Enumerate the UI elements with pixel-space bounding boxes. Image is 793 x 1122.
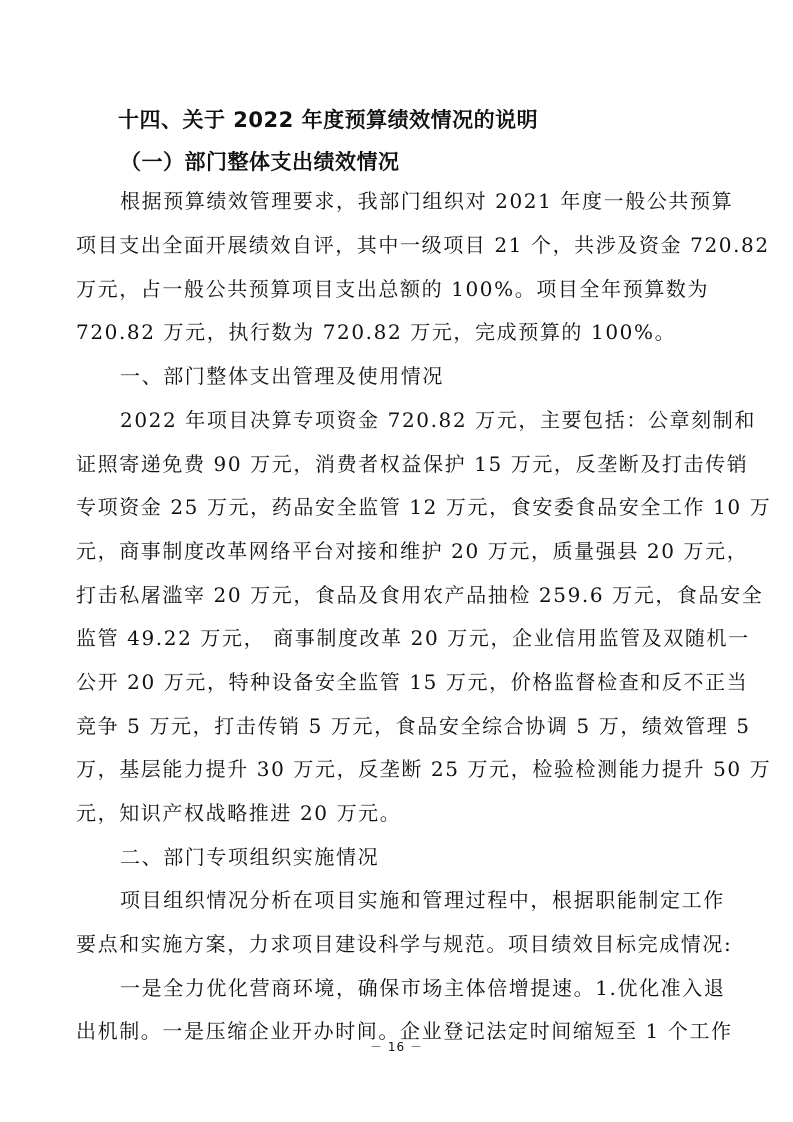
paragraph-line: 元，商事制度改革网络平台对接和维护 20 万元，质量强县 20 万元， xyxy=(76,539,749,563)
paragraph-line: 项目支出全面开展绩效自评，其中一级项目 21 个，共涉及资金 720.82 xyxy=(76,233,770,257)
paragraph-line: 一是全力优化营商环境，确保市场主体倍增提速。1.优化准入退 xyxy=(120,976,726,1000)
paragraph-line: 公开 20 万元，特种设备安全监管 15 万元，价格监督检查和反不正当 xyxy=(76,670,749,694)
paragraph-line: 要点和实施方案，力求项目建设科学与规范。项目绩效目标完成情况: xyxy=(76,932,733,956)
paragraph-line: 720.82 万元，执行数为 720.82 万元，完成预算的 100%。 xyxy=(76,320,677,344)
paragraph-heading: 二、部门专项组织实施情况 xyxy=(120,845,380,869)
paragraph-line: 项目组织情况分析在项目实施和管理过程中，根据职能制定工作 xyxy=(120,888,725,912)
paragraph-line: 打击私屠滥宰 20 万元，食品及食用农产品抽检 259.6 万元，食品安全 xyxy=(76,583,764,607)
paragraph-line: 根据预算绩效管理要求，我部门组织对 2021 年度一般公共预算 xyxy=(120,189,734,213)
section-heading: 十四、关于 2022 年度预算绩效情况的说明 xyxy=(118,108,539,132)
paragraph-line: 证照寄递免费 90 万元，消费者权益保护 15 万元，反垄断及打击传销 xyxy=(76,452,749,476)
subsection-heading: （一）部门整体支出绩效情况 xyxy=(120,150,400,174)
paragraph-line: 万，基层能力提升 30 万元，反垄断 25 万元，检验检测能力提升 50 万 xyxy=(76,757,772,781)
paragraph-line: 2022 年项目决算专项资金 720.82 万元，主要包括：公章刻制和 xyxy=(120,408,756,432)
paragraph-line: 万元，占一般公共预算项目支出总额的 100%。项目全年预算数为 xyxy=(76,277,710,301)
paragraph-line: 专项资金 25 万元，药品安全监管 12 万元，食安委食品安全工作 10 万 xyxy=(76,495,772,519)
page-number: － 16 － xyxy=(370,1040,423,1054)
paragraph-line: 监管 49.22 万元， 商事制度改革 20 万元，企业信用监管及双随机一 xyxy=(76,626,750,650)
paragraph-line: 出机制。一是压缩企业开办时间。企业登记法定时间缩短至 1 个工作 xyxy=(76,1019,733,1043)
paragraph-line: 竞争 5 万元，打击传销 5 万元，食品安全综合协调 5 万，绩效管理 5 xyxy=(76,714,751,738)
paragraph-line: 元，知识产权战略推进 20 万元。 xyxy=(76,801,402,825)
paragraph-heading: 一、部门整体支出管理及使用情况 xyxy=(120,364,444,388)
